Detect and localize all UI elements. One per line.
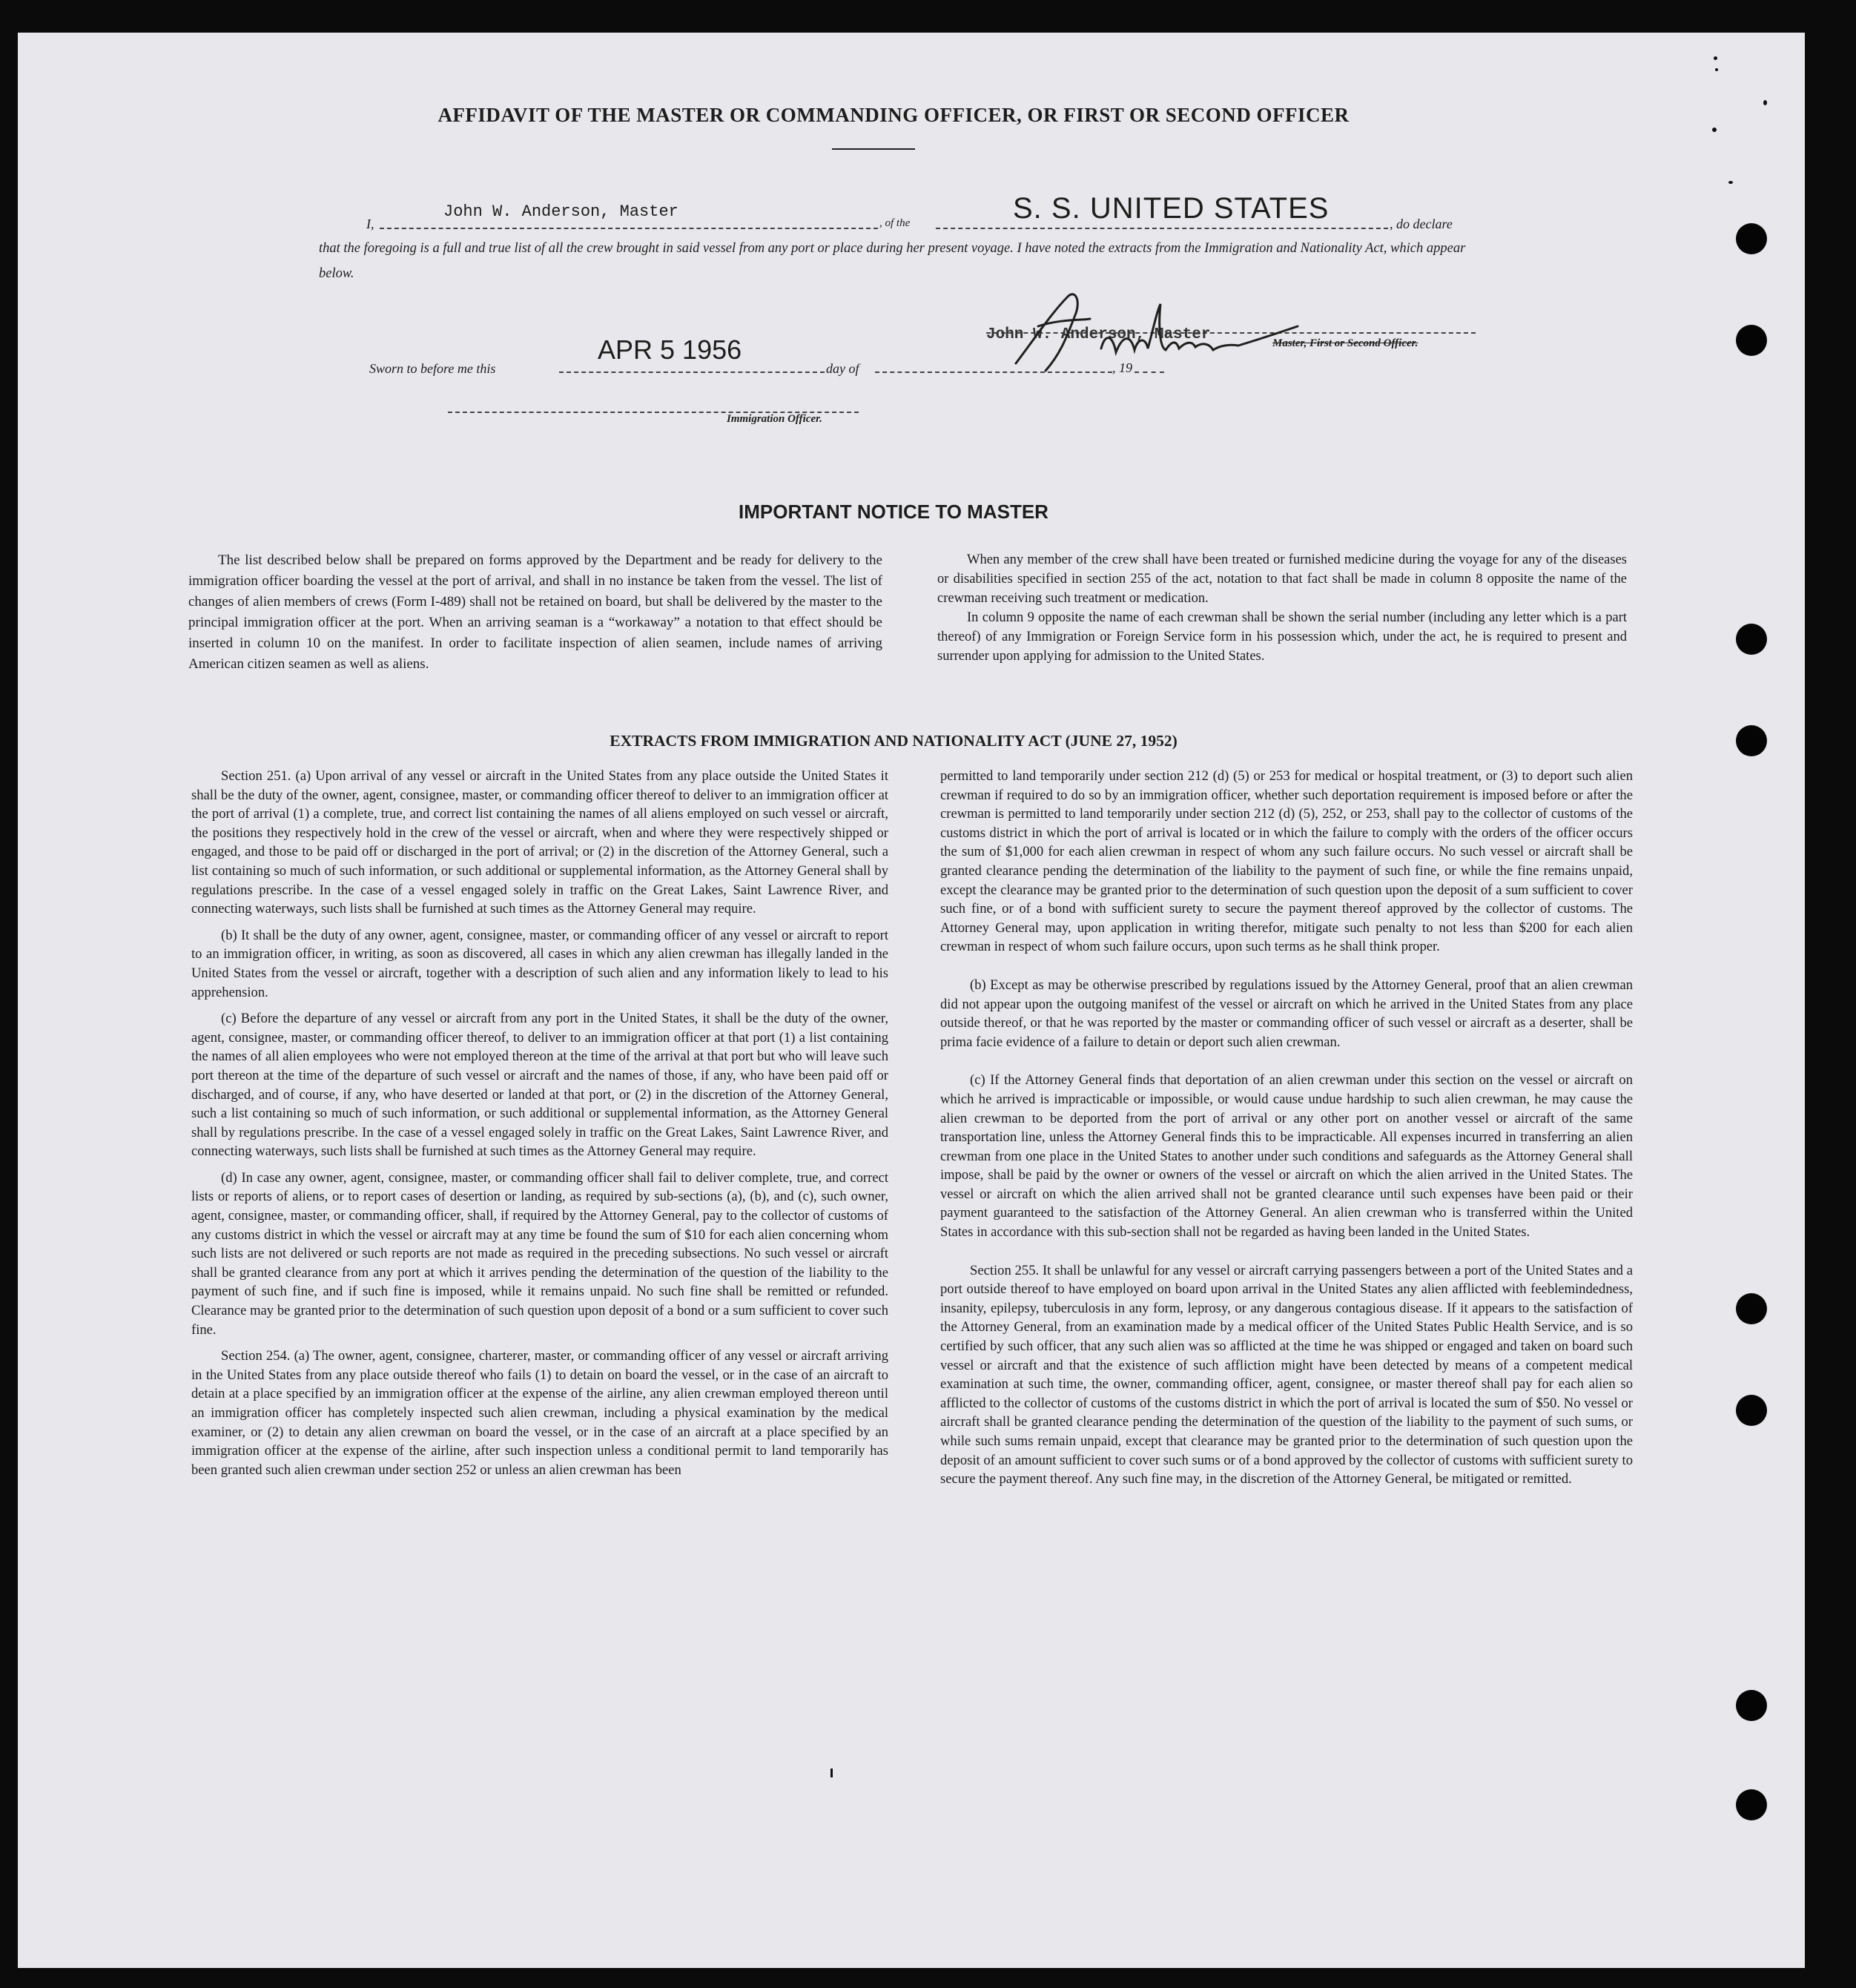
vessel-name: S. S. UNITED STATES [1013,192,1330,225]
signature-text: J W Anderson [994,282,998,283]
section-254-b: (b) Except as may be otherwise prescribed by regulations issued by the Attorney General, proof that an alien crewman did not appear upon the outgoing manifest of the vessel or aircraft on which he arrived in the United States from any place outside thereof, or that he was reported by the master or commanding officer of such vessel or aircraft as a deserter, shall be prima facie evidence of a failure to detain or deport such alien crewman. [940,977,1633,1050]
vessel-line [936,228,1388,229]
notice-right-text-1: When any member of the crew shall have been treated or furnished medicine during the voyage for any of the diseases or disabilities specified in section 255 of the act, notation to that fact shall be made in column 8 opposite the name of the crewman receiving such treatment or medication. [937,552,1627,606]
i-label: I, [366,217,374,231]
speck [1712,128,1717,132]
handwritten-signature [994,282,1305,386]
of-the-label: , of the [879,217,911,229]
sworn-date: APR 5 1956 [598,334,742,365]
signature-typed-name: John W. Anderson, Master [986,326,1211,343]
extracts-left-column [191,767,888,1487]
section-254-a-continued: permitted to land temporarily under section 212 (d) (5) or 253 for medical or hospital treatment, or (3) to deport such alien crewman if required to do so by an immigration officer, whether such deportation requirement is imposed before or after the crewman is permitted to land temporarily under section 212 (d) (5), 252, or 253, shall pay to the collector of customs of the customs district in which the port of arrival is located or in which the failure to comply with the orders of the officer occurs the sum of $1,000 for each alien crewman in respect of whom any such failure occurs. No such vessel or aircraft shall be granted clearance pending the determination of the liability to the payment of such fine, or while the fine remains unpaid, except the clearance may be granted prior to the determination of such question upon the deposit of a sum sufficient to cover such fine, or of a bond with sufficient surety to secure the payment thereof approved by the collector of customs. The Attorney General may, upon application in writing therefor, mitigate such penalty to not less than $200 for each alien crewman in respect of whom such failure occurs, upon such terms as he shall think proper. [940,768,1633,955]
section-251-d: (d) In case any owner, agent, consignee, master, or commanding officer shall fail to deliver complete, true, and correct lists or reports of aliens, or to report cases of desertion or landing, as required by sub-sections (a), (b), and (c), such owner, agent, consignee, master, or commanding officer, shall, if required by the Attorney General, pay to the collector of customs of any customs district in which the vessel or aircraft may at any time be found the sum of $10 for each alien concerning whom such lists are not delivered or such reports are not made as required in the preceding subsections. No such vessel or aircraft shall be granted clearance from any port at which it arrives pending the determination of the question of the liability to the payment of such fine, and if such fine is imposed, while it remains unpaid. No such fine shall be remitted or refunded. Clearance may be granted prior to the determination of such question upon deposit of a bond or a sum sufficient to cover such fine. [191,1169,888,1338]
notice-left-text: The list described below shall be prepared on forms approved by the Department and be ready for delivery to the immigration officer boarding the vessel at the port of arrival, and shall in no instance be taken from the vessel. The list of changes of alien members of crews (Form I-489) shall not be retained on board, but shall be delivered by the master to the principal immigration officer at the port. When an arriving seaman is a “workaway” a notation to that effect should be inserted in column 10 on the manifest. In order to facilitate inspection of alien seamen, include names of arriving American citizen seamen as well as aliens. [188,552,882,672]
speck [1715,68,1718,71]
section-251-c: (c) Before the departure of any vessel or aircraft from any port in the United States, it shall be the duty of the owner, agent, consignee, master, or commanding officer thereof, to deliver to an immigration officer at that port (1) a list containing the names of all alien employees who were not employed thereon at the time of the arrival at that port but who will leave such port thereon at the time of the departure of such vessel or aircraft and the names of those, if any, who have been paid off or discharged, and of course, if any, who have deserted or landed at that port, or (2) in the discretion of the Attorney General, such a list containing so much of such information, or such additional or supplemental information, as the Attorney General shall by regulations prescribe. In the case of a vessel engaged solely in traffic on the Great Lakes, Saint Lawrence River, and connecting waterways, such lists shall be furnished at such times as the Attorney General may require. [191,1011,888,1160]
affidavit-title: AFFIDAVIT OF THE MASTER OR COMMANDING OFFICER, OR FIRST OR SECOND OFFICER [437,104,1350,126]
sworn-date-line [559,371,825,373]
title-rule [832,148,915,150]
section-254-c: (c) If the Attorney General finds that deportation of an alien crewman under this section on the vessel or aircraft on which he arrived is impracticable or impossible, or would cause undue hardship to such alien crewman, he may cause the alien crewman to be deported from the port of arrival or any other port on another vessel or aircraft of the same transportation line, unless the Attorney General finds this to be impracticable. All expenses incurred in transferring an alien crewman from one place in the United States to another under such conditions and safeguards as the Attorney General shall impose, shall be paid by the owner or owners of the vessel or aircraft on which the alien arrived in the United States. The vessel or aircraft on which the alien arrived shall not be granted clearance until such expenses have been paid or their payment guaranteed to the satisfaction of the Attorney General. An alien crewman who is transferred within the United States in accordance with this sub-section shall not be regarded as having been landed in the United States. [940,1072,1633,1241]
section-251-a: Section 251. (a) Upon arrival of any vessel or aircraft in the United States from any place outside the United States it shall be the duty of the owner, agent, consignee, master, or commanding officer thereof to deliver to an immigration officer at the port of arrival (1) a complete, true, and correct list containing the names of all aliens employed on such vessel or aircraft, the positions they respectively hold in the crew of the vessel or aircraft, when and where they were respectively shipped or engaged, and those to be paid off or discharged in the port of arrival; or (2) in the discretion of the Attorney General, such a list containing so much of such information, or such additional or supplemental information, as the Attorney General shall by regulations prescribe. In the case of a vessel engaged solely in traffic on the Great Lakes, Saint Lawrence River, and connecting waterways, such lists shall be furnished at such times as the Attorney General may require. [191,768,888,917]
section-254-a: Section 254. (a) The owner, agent, consignee, charterer, master, or commanding officer of any vessel or aircraft arriving in the United States from any place outside thereof who fails (1) to detain on board the vessel, or in the case of an aircraft to detain at a place specified by an immigration officer at the expense of the airline, any alien crewman employed thereon until an immigration officer has completely inspected such alien crewman, including a physical examination by the medical examiner, or (2) to detain any alien crewman on board the vessel, or in the case of an aircraft at a place specified by an immigration officer at the expense of the airline, after such inspection unless a conditional permit to land temporarily has been granted such alien crewman under section 252 or unless an alien crewman has been [191,1348,888,1478]
punch-hole [1736,1395,1767,1426]
section-255: Section 255. It shall be unlawful for any vessel or aircraft carrying passengers between a port of the United States and a port outside thereof to have employed on board upon arrival in the United States any alien afflicted with feeblemindedness, insanity, epilepsy, tuberculosis in any form, leprosy, or any dangerous contagious disease. If it appears to the satisfaction of the Attorney General, from an examination made by a medical officer of the United States Public Health Service, and is so certified by such officer, that any such alien was so afflicted at the time he was shipped or engaged and taken on board such vessel or aircraft and that the existence of such affliction might have been detected by means of a competent medical examination at such time, the owner, commanding officer, agent, consignee, or master thereof shall pay for each alien so afflicted to the collector of customs of the customs district in which the port of arrival is located the sum of $50. No vessel or aircraft shall be granted clearance pending the determination of the question of the liability to the payment of such sums, or while such sums remain unpaid, except that clearance may be granted prior to the determination of such question upon the deposit of an amount sufficient to cover such sums or of a bond approved by the collector of customs with sufficient surety to secure the payment thereof. Any such fine may, in the discretion of the Attorney General, be mitigated or remitted. [940,1262,1633,1487]
do-declare-label: , do declare [1390,217,1453,231]
sworn-label: Sworn to before me this [369,361,496,376]
year-label: , 19 [1112,360,1132,375]
section-251-b: (b) It shall be the duty of any owner, agent, consignee, master, or commanding officer of any vessel or aircraft to report to an immigration officer, in writing, as soon as discovered, all cases in which any alien crewman has illegally landed in the United States from the vessel or aircraft, together with a description of such alien and any information likely to lead to his apprehension. [191,927,888,1000]
notice-left-column [188,550,882,682]
speck [1728,181,1733,184]
punch-hole [1736,1789,1767,1820]
day-of-label: day of [826,361,859,376]
punch-hole [1736,624,1767,655]
punch-hole [1736,325,1767,356]
punch-hole [1736,1690,1767,1721]
notice-right-column [937,550,1627,673]
notice-heading: IMPORTANT NOTICE TO MASTER [739,501,1048,523]
officer-role-options: Master, First or Second Officer. [1272,337,1419,349]
punch-hole [1736,223,1767,254]
punch-hole [1736,1293,1767,1324]
declaration-text: that the foregoing is a full and true list of all the crew brought in said vessel from any port or place during her present voyage. I have noted the extracts from the Immigration and Nationality Act, which appear below. [319,241,1466,281]
speck [1714,56,1717,60]
name-line [380,228,878,229]
extracts-right-column [940,767,1633,1496]
immigration-officer-label: Immigration Officer. [727,413,822,425]
master-name: John W. Anderson, Master [443,202,678,221]
speck [830,1769,833,1777]
extracts-heading: EXTRACTS FROM IMMIGRATION AND NATIONALITY ACT (JUNE 27, 1952) [610,732,1178,750]
notice-right-text-2: In column 9 opposite the name of each crewman shall be shown the serial number (including any letter which is a part thereof) of any Immigration or Foreign Service form in his possession which, under the act, he is required to present and surrender upon applying for admission to the United States. [937,610,1627,664]
